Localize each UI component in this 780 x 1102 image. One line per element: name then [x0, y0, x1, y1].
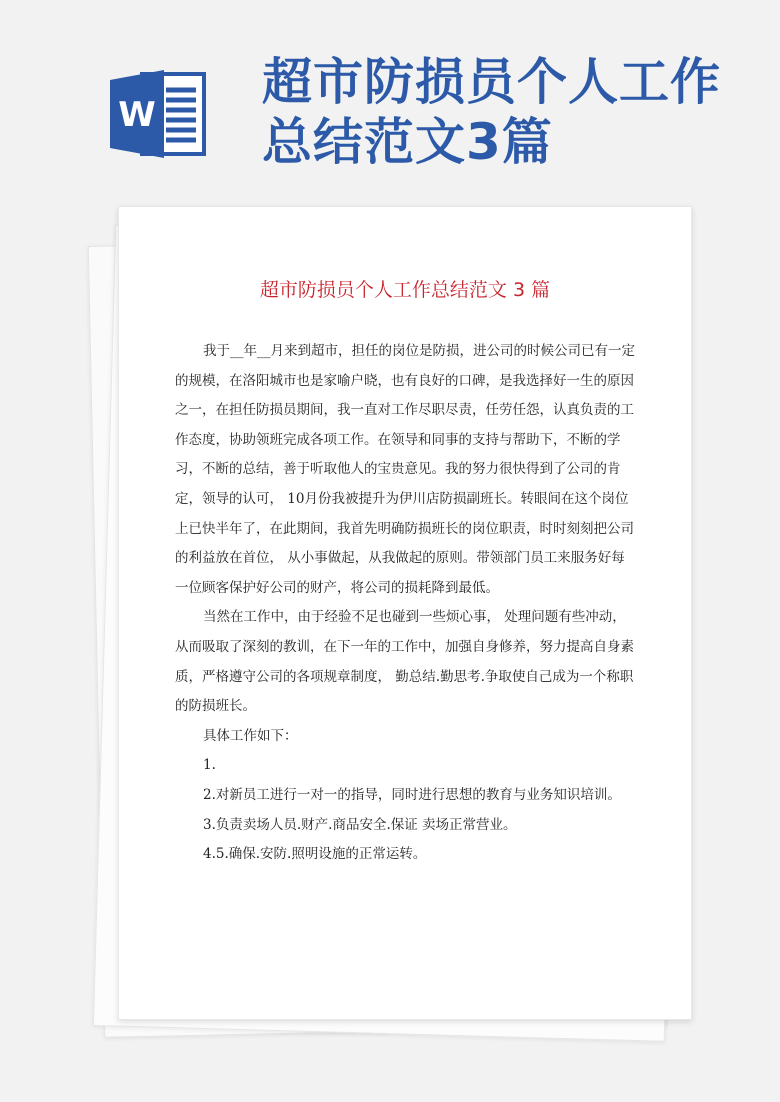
list-item-4: 4.5.确保.安防.照明设施的正常运转。 — [203, 846, 427, 863]
document-body — [175, 337, 637, 870]
list-item-3: 3.负责卖场人员.财产.商品安全.保证 卖场正常营业。 — [203, 816, 517, 833]
list-intro: 具体工作如下： — [203, 727, 298, 744]
paragraph-1: 我于__年__月来到超市，担任的岗位是防损，进公司的时候公司已有一定的规模，在洛阳城市也是家喻户晓，也有良好的口碑，是我选择好一生的原因之一，在担任防损员期间，我一直对工作尽职尽责，任劳任怨，认真负责的工作态度，协助领班完成各项工作。在领导和同事的支持与帮助下，不断的学习，不断的总结，善于听取他人的宝贵意见。我的努力很快得到了公司的肯定，领导的认可， 10月份我被提升为伊川店防损副班长。转眼间在这个岗位上已快半年了，在此期间，我首先明确防损班长的岗位职责，时时刻刻把公司的利益放在首位， 从小事做起，从我做起的原则。带领部门员工来服务好每一位顾客保护好公司的财产，将公司的损耗降到最低。 — [175, 343, 635, 596]
list-item-2: 2.对新员工进行一对一的指导，同时进行思想的教育与业务知识培训。 — [203, 786, 621, 803]
paragraph-2: 当然在工作中，由于经验不足也碰到一些烦心事， 处理问题有些冲动，从而吸取了深刻的教训，在下一年的工作中，加强自身修养，努力提高自身素质，严格遵守公司的各项规章制度， 勤总结.勤思考.争取使自己成为一个称职的防损班长。 — [175, 609, 634, 715]
watermark — [24, 120, 42, 144]
list-item-1: 1. — [203, 757, 216, 774]
svg-text:W: W — [118, 95, 156, 135]
word-document-icon — [108, 66, 208, 162]
document-title: 超市防损员个人工作总结范文 3 篇 — [259, 279, 551, 301]
header-title: 超市防损员个人工作总结范文3篇 — [262, 53, 721, 171]
document-page — [118, 206, 692, 1020]
